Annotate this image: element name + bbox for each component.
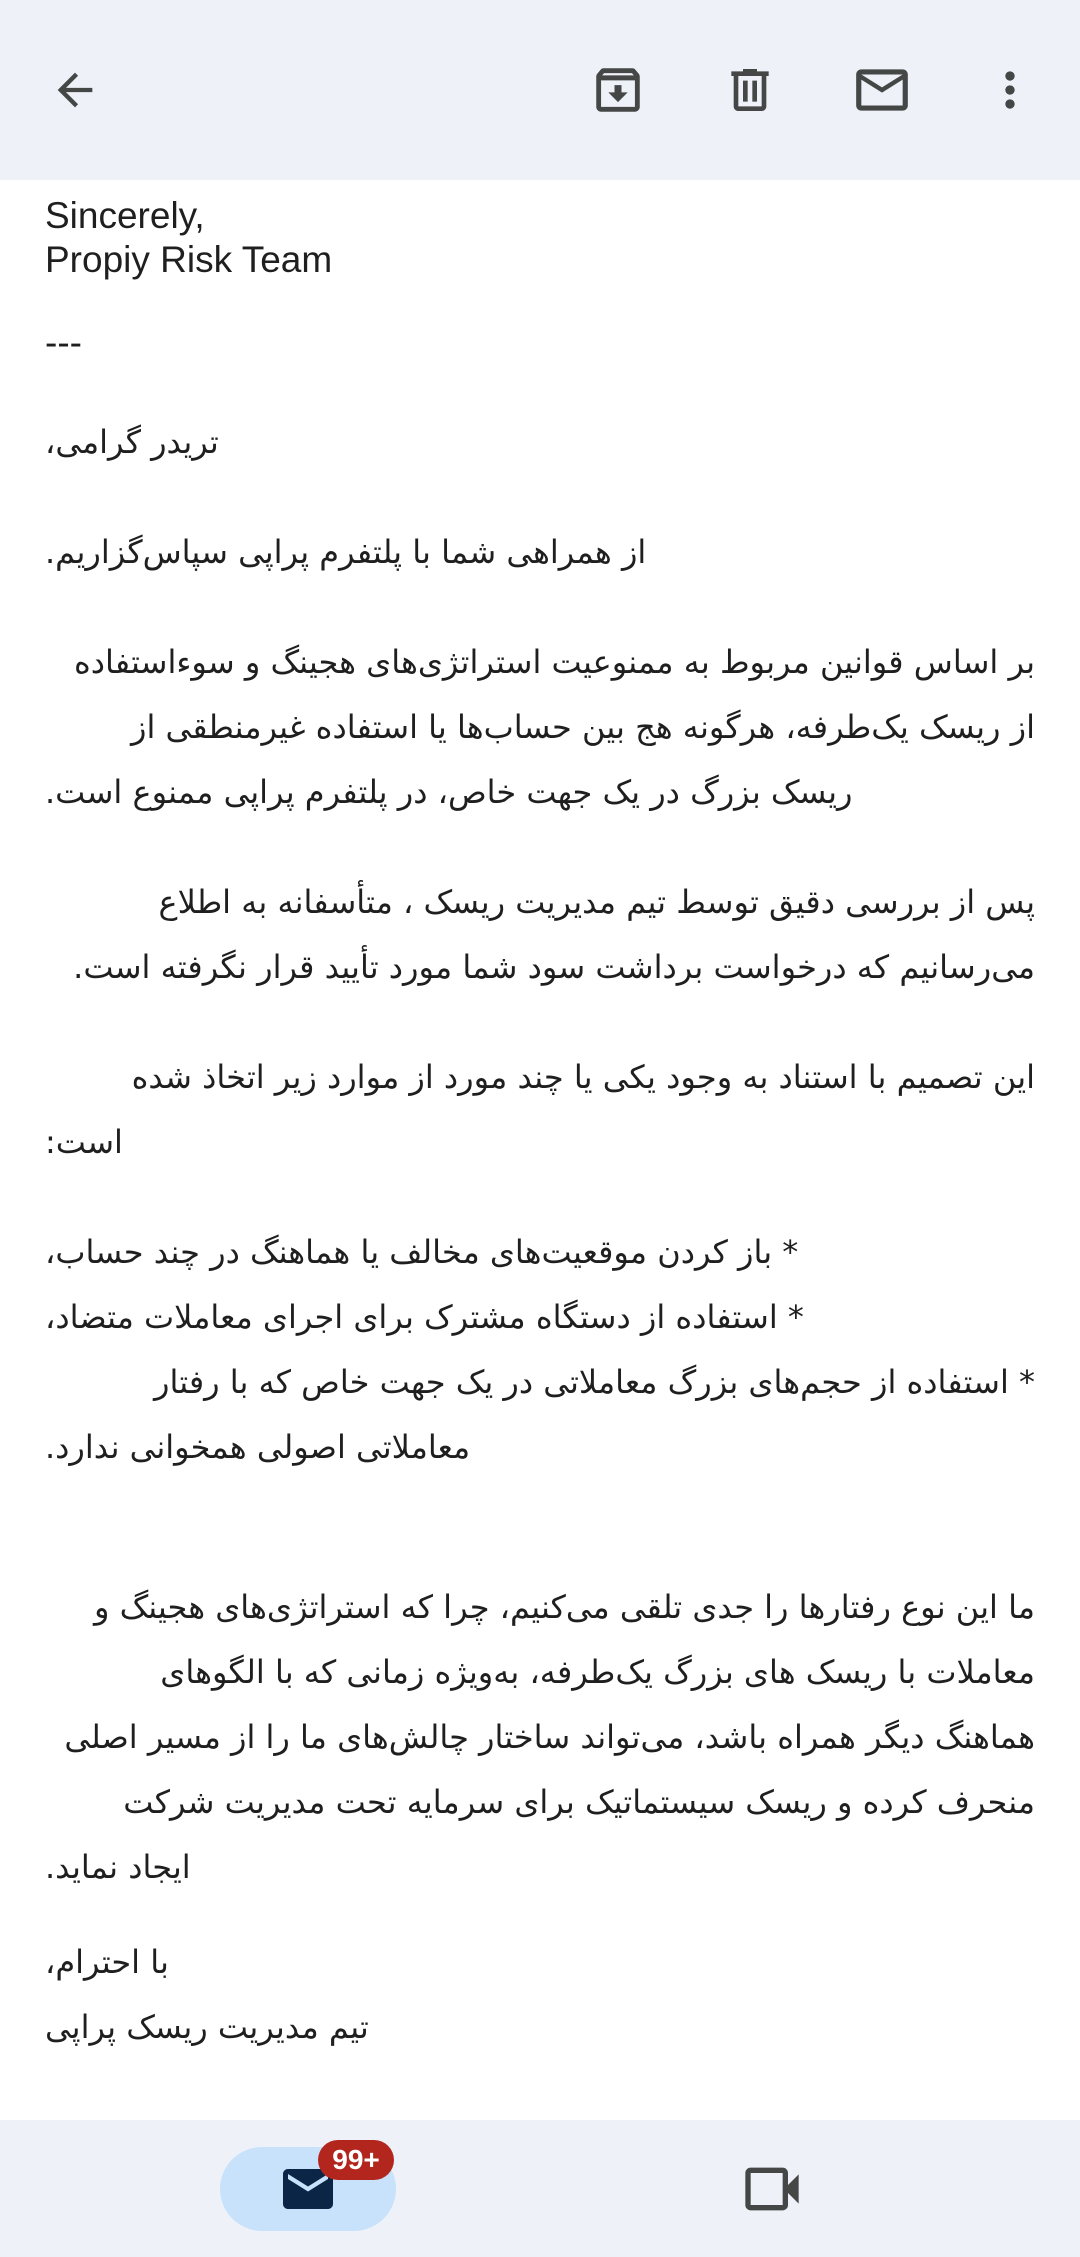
paragraph-line: معاملات با ریسک های بزرگ یک‌طرفه، به‌ویژه زمانی که با الگوهای bbox=[160, 1653, 1035, 1691]
paragraph-line: منحرف کرده و ریسک سیستماتیک برای سرمایه تحت مدیریت شرکت bbox=[123, 1783, 1035, 1821]
paragraph-rules bbox=[45, 630, 1035, 825]
unread-count-badge: 99+ bbox=[318, 2140, 394, 2180]
paragraph-line: ما این نوع رفتارها را جدی تلقی می‌کنیم، چرا که استراتژی‌های هجینگ و bbox=[93, 1588, 1035, 1626]
closing-line: با احترام، bbox=[45, 1943, 169, 1981]
back-button[interactable] bbox=[35, 50, 115, 130]
paragraph-line: بر اساس قوانین مربوط به ممنوعیت استراتژی‌های هجینگ و سوءاستفاده bbox=[74, 643, 1035, 681]
thanks-paragraph bbox=[45, 520, 1035, 585]
archive-icon bbox=[589, 61, 647, 119]
english-closing-line: Sincerely, bbox=[45, 195, 205, 236]
bottom-navigation bbox=[0, 2120, 1080, 2257]
paragraph-line: است: bbox=[45, 1123, 123, 1161]
paragraph-line: می‌رسانیم که درخواست برداشت سود شما مورد تأیید قرار نگرفته است. bbox=[73, 948, 1035, 986]
email-body bbox=[0, 180, 1080, 2120]
list-item: * استفاده از حجم‌های بزرگ معاملاتی در یک جهت خاص که با رفتار bbox=[154, 1363, 1035, 1401]
greeting-text: تریدر گرامی، bbox=[45, 423, 219, 461]
delete-button[interactable] bbox=[710, 50, 790, 130]
paragraph-decision bbox=[45, 1045, 1035, 1175]
archive-button[interactable] bbox=[578, 50, 658, 130]
mark-unread-button[interactable] bbox=[842, 50, 922, 130]
video-camera-icon bbox=[740, 2157, 804, 2221]
paragraph-explanation bbox=[45, 1575, 1035, 1900]
paragraph-line: ایجاد نماید. bbox=[45, 1848, 191, 1886]
delete-icon bbox=[722, 62, 778, 118]
greeting bbox=[45, 410, 1035, 475]
list-item: * استفاده از دستگاه مشترک برای اجرای معاملات متضاد، bbox=[45, 1298, 804, 1336]
paragraph-line: از ریسک یک‌طرفه، هرگونه هج بین حساب‌ها یا استفاده غیرمنطقی از bbox=[131, 708, 1035, 746]
separator: --- bbox=[45, 322, 82, 363]
mark-unread-icon bbox=[851, 59, 913, 121]
paragraph-review bbox=[45, 870, 1035, 1000]
english-signature-line: Propiy Risk Team bbox=[45, 239, 333, 280]
reasons-list bbox=[45, 1220, 1035, 1480]
paragraph-line: ریسک بزرگ در یک جهت خاص، در پلتفرم پراپی ممنوع است. bbox=[45, 773, 853, 811]
paragraph-line: هماهنگ دیگر همراه باشد، می‌تواند ساختار چالش‌های ما را از مسیر اصلی bbox=[64, 1718, 1035, 1756]
paragraph-line: این تصمیم با استناد به وجود یکی یا چند مورد از موارد زیر اتخاذ شده bbox=[131, 1058, 1035, 1096]
more-vert-icon bbox=[982, 62, 1038, 118]
closing bbox=[45, 1930, 1035, 2060]
paragraph-line: پس از بررسی دقیق توسط تیم مدیریت ریسک ، متأسفانه به اطلاع bbox=[158, 883, 1035, 921]
more-options-button[interactable] bbox=[970, 50, 1050, 130]
signature-line: تیم مدیریت ریسک پراپی bbox=[45, 2008, 369, 2046]
list-item: * باز کردن موقعیت‌های مخالف یا هماهنگ در چند حساب، bbox=[45, 1233, 799, 1271]
meet-tab[interactable] bbox=[730, 2147, 814, 2231]
list-item: معاملاتی اصولی همخوانی ندارد. bbox=[45, 1428, 471, 1466]
back-arrow-icon bbox=[49, 64, 101, 116]
thanks-text: از همراهی شما با پلتفرم پراپی سپاس‌گزاریم. bbox=[45, 533, 647, 571]
top-app-bar bbox=[0, 0, 1080, 180]
